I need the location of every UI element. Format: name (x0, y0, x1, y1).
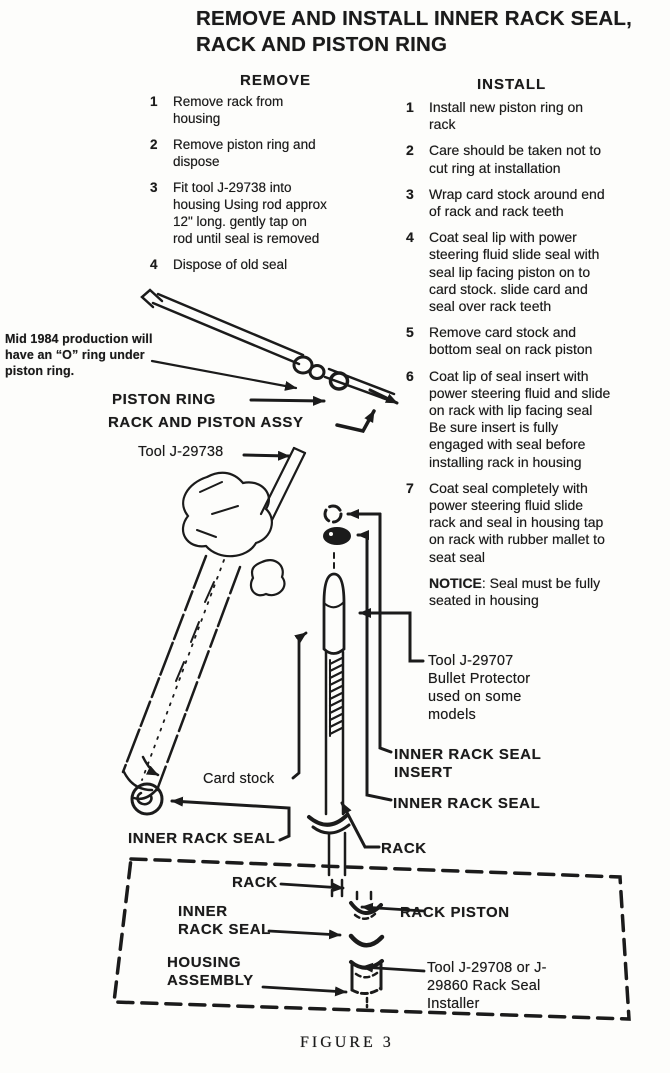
production-note: Mid 1984 production will have an “O” ring under piston ring. (5, 332, 153, 378)
box-inner-rack-seal-label: INNER RACK SEAL (178, 903, 271, 938)
step-number: 1 (406, 99, 414, 115)
step-text: Remove rack from housing (173, 94, 284, 126)
install-step (406, 324, 611, 358)
inner-rack-seal-insert-label: INNER RACK SEAL INSERT (394, 746, 542, 781)
remove-steps-list (150, 93, 330, 282)
box-tool-installer-label: Tool J-29708 or J-29860 Rack Seal Installer (427, 960, 547, 1012)
production-note-arrow (152, 361, 296, 388)
box-housing-assembly-label: HOUSING ASSEMBLY (167, 954, 254, 989)
piston-ring-arrow (251, 400, 324, 401)
notice (429, 575, 611, 609)
title-line-1: REMOVE AND INSTALL INNER RACK SEAL, (196, 7, 632, 30)
install-steps-list (406, 99, 611, 566)
rack-right-label: RACK (381, 840, 427, 857)
step-text: Coat seal lip with power steering fluid slide seal with seal lip facing piston on to card stock. slide card and seal over rack teeth (429, 229, 600, 315)
remove-step (150, 256, 330, 273)
step-text: Wrap card stock around end of rack and rack teeth (429, 185, 605, 220)
seal-insert-connector (348, 514, 391, 752)
install-step (406, 186, 611, 220)
tool-j29738-label: Tool J-29738 (138, 444, 224, 460)
vertical-rack-drawing (309, 506, 351, 897)
step-number: 5 (406, 324, 414, 341)
remove-section-header: REMOVE (240, 72, 312, 89)
install-step (406, 99, 611, 133)
notice-label: NOTICE (429, 574, 482, 591)
rack-piston-assy-arrow (337, 411, 374, 431)
step-number: 2 (150, 137, 158, 152)
inner-rack-seal-left-label: INNER RACK SEAL (128, 830, 276, 847)
box-rack-label: RACK (232, 874, 278, 891)
housing-sketch (123, 448, 305, 814)
remove-step (150, 136, 330, 170)
step-text: Install new piston ring on rack (429, 99, 584, 133)
step-number: 4 (406, 229, 414, 246)
figure-caption: FIGURE 3 (300, 1034, 394, 1051)
step-text: Coat seal completely with power steering fluid slide rack and seal in housing tap on rack with rubber mallet to seat seal (429, 479, 605, 565)
notice-text: : Seal must be fully seated in housing (429, 574, 601, 609)
step-number: 3 (406, 185, 414, 202)
box-rack-piston-label: RACK PISTON (400, 904, 510, 921)
install-step (406, 480, 611, 566)
step-number: 3 (150, 180, 158, 195)
tool-j29707-label: Tool J-29707 Bullet Protector used on some models (428, 653, 531, 723)
inner-rack-seal-right-label: INNER RACK SEAL (393, 795, 541, 812)
step-number: 6 (406, 367, 414, 384)
step-number: 4 (150, 257, 158, 272)
install-step (406, 142, 611, 176)
install-steps (406, 99, 611, 609)
step-number: 2 (406, 142, 414, 159)
step-text: Remove card stock and bottom seal on rack piston (429, 324, 593, 358)
install-section-header: INSTALL (477, 76, 547, 93)
step-number: 1 (150, 94, 158, 109)
rack-piston-assy-drawing (142, 290, 397, 403)
tool-j29707-connector (360, 613, 423, 661)
install-step (406, 229, 611, 315)
tool-j29738-arrow (244, 455, 289, 456)
rack-and-piston-assy-label: RACK AND PISTON ASSY (108, 414, 304, 431)
title-line-2: RACK AND PISTON RING (196, 33, 448, 56)
remove-step (150, 93, 330, 127)
install-step (406, 368, 611, 471)
step-text: Coat lip of seal insert with power steering fluid and slide on rack with lip facing seal Be sure insert is fully engaged with seal before installing rack in housing (429, 367, 611, 470)
step-number: 7 (406, 479, 414, 496)
piston-ring-label: PISTON RING (112, 391, 216, 408)
inner-seal-connector (358, 535, 391, 800)
parts-box-arrows (263, 884, 424, 992)
card-stock-label: Card stock (203, 771, 275, 787)
step-text: Fit tool J-29738 into housing Using rod approx 12" long. gently tap on rod until seal is removed (173, 180, 327, 246)
page-title (196, 6, 668, 58)
step-text: Dispose of old seal (173, 257, 288, 272)
step-text: Remove piston ring and dispose (173, 137, 316, 169)
step-text: Care should be taken not to cut ring at installation (429, 142, 602, 176)
card-stock-connector (293, 633, 306, 778)
remove-step (150, 179, 330, 247)
